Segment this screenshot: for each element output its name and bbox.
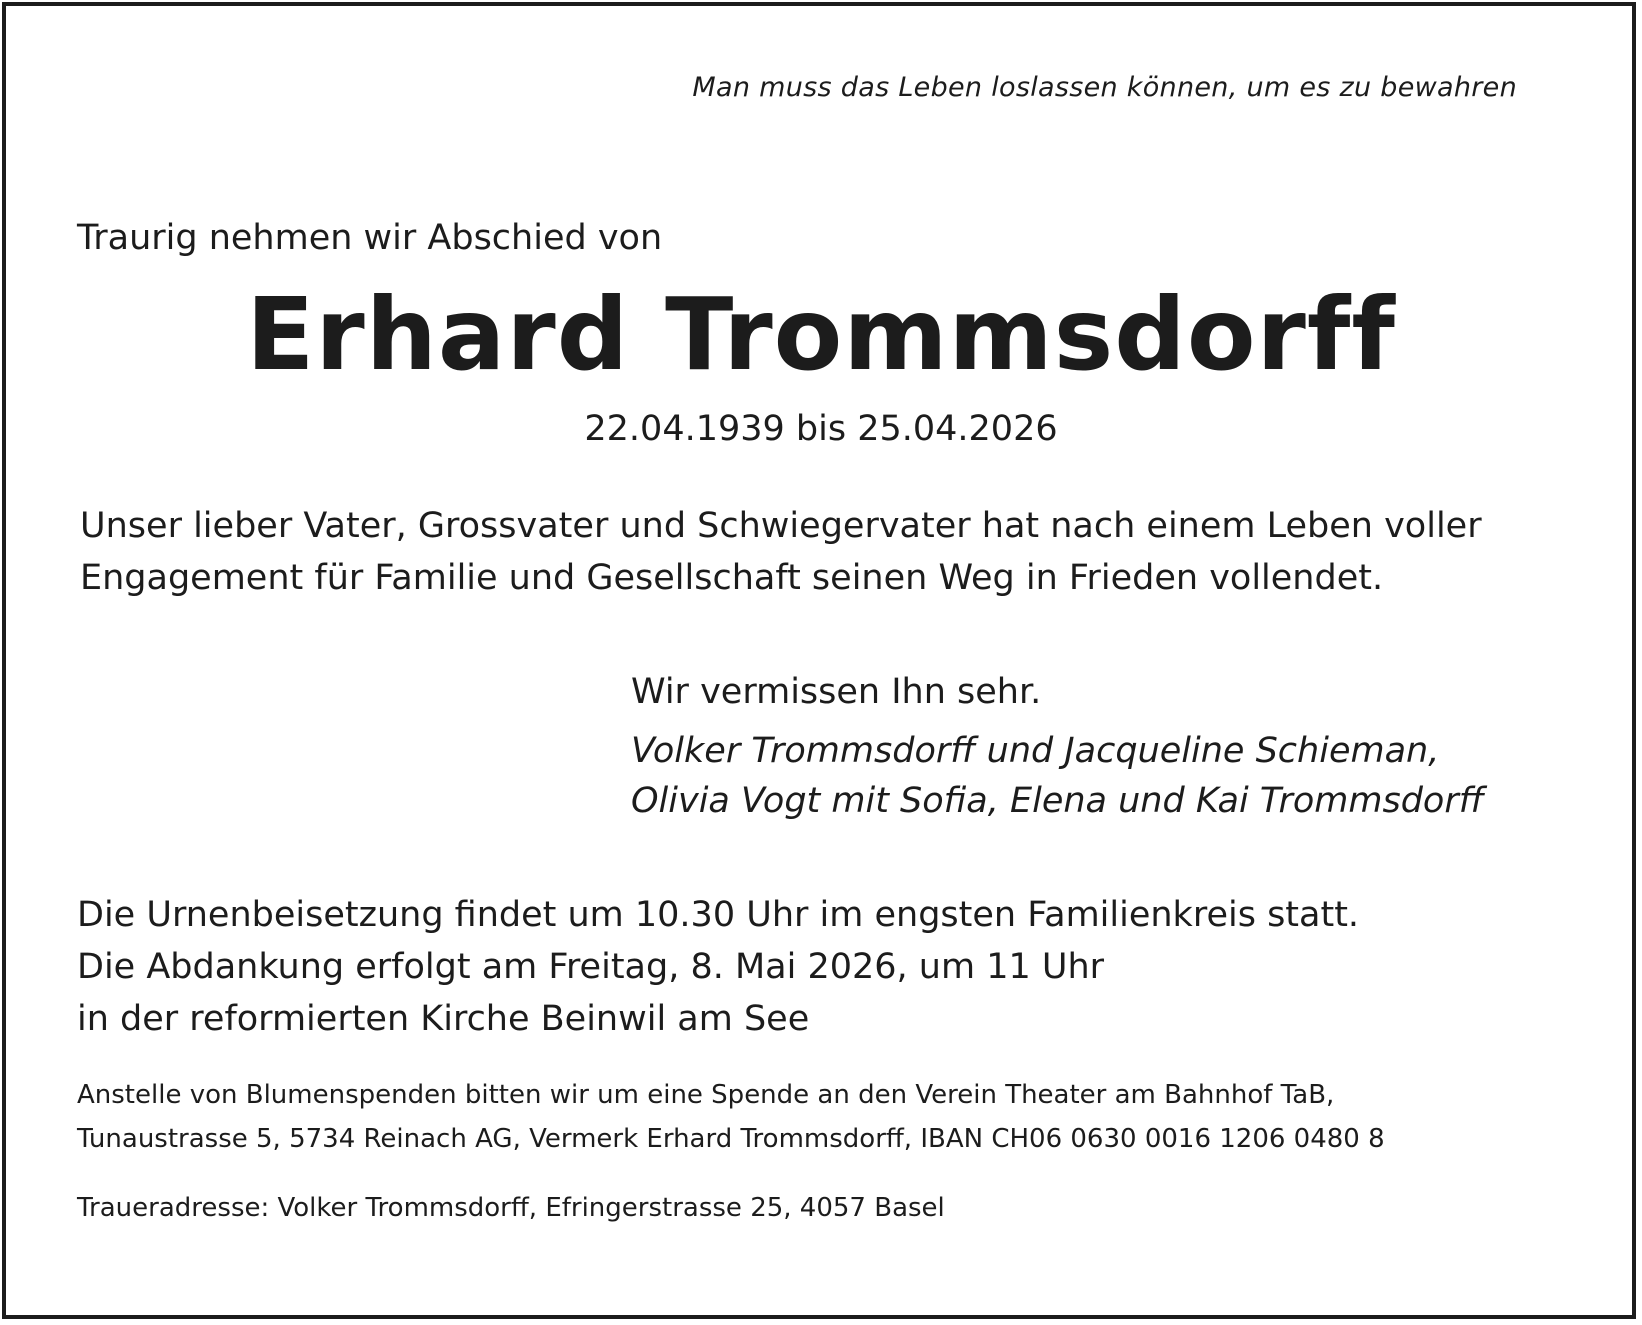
donation-line: Anstelle von Blumenspenden bitten wir um eine Spende an den Verein Theater am Bahnhof TaB, bbox=[77, 1080, 1335, 1110]
tribute-text bbox=[80, 500, 1580, 604]
family-line: Volker Trommsdorff und Jacqueline Schieman, bbox=[631, 731, 1440, 771]
motto-quote: Man muss das Leben loslassen können, um es zu bewahren bbox=[692, 72, 1517, 103]
ceremony-line: Die Urnenbeisetzung findet um 10.30 Uhr im engsten Familienkreis statt. bbox=[77, 895, 1360, 935]
tribute-line: Engagement für Familie und Gesellschaft seinen Weg in Frieden vollendet. bbox=[80, 558, 1384, 598]
tribute-line: Unser lieber Vater, Grossvater und Schwiegervater hat nach einem Leben voller bbox=[80, 506, 1482, 546]
donation-line: Tunaustrasse 5, 5734 Reinach AG, Vermerk Erhard Trommsdorff, IBAN CH06 0630 0016 1206 0480 8 bbox=[77, 1124, 1385, 1154]
family-signature bbox=[631, 726, 1484, 826]
deceased-name: Erhard Trommsdorff bbox=[246, 276, 1396, 393]
donation-info bbox=[77, 1073, 1385, 1161]
miss-line: Wir vermissen Ihn sehr. bbox=[631, 672, 1042, 712]
life-dates: 22.04.1939 bis 25.04.2026 bbox=[584, 409, 1058, 449]
mourning-address: Traueradresse: Volker Trommsdorff, Efringerstrasse 25, 4057 Basel bbox=[77, 1193, 945, 1223]
family-line: Olivia Vogt mit Sofia, Elena und Kai Trommsdorff bbox=[631, 781, 1484, 821]
intro-line: Traurig nehmen wir Abschied von bbox=[77, 218, 663, 258]
ceremony-line: Die Abdankung erfolgt am Freitag, 8. Mai 2026, um 11 Uhr bbox=[77, 947, 1105, 987]
ceremony-info bbox=[77, 889, 1359, 1045]
ceremony-line: in der reformierten Kirche Beinwil am See bbox=[77, 999, 810, 1039]
